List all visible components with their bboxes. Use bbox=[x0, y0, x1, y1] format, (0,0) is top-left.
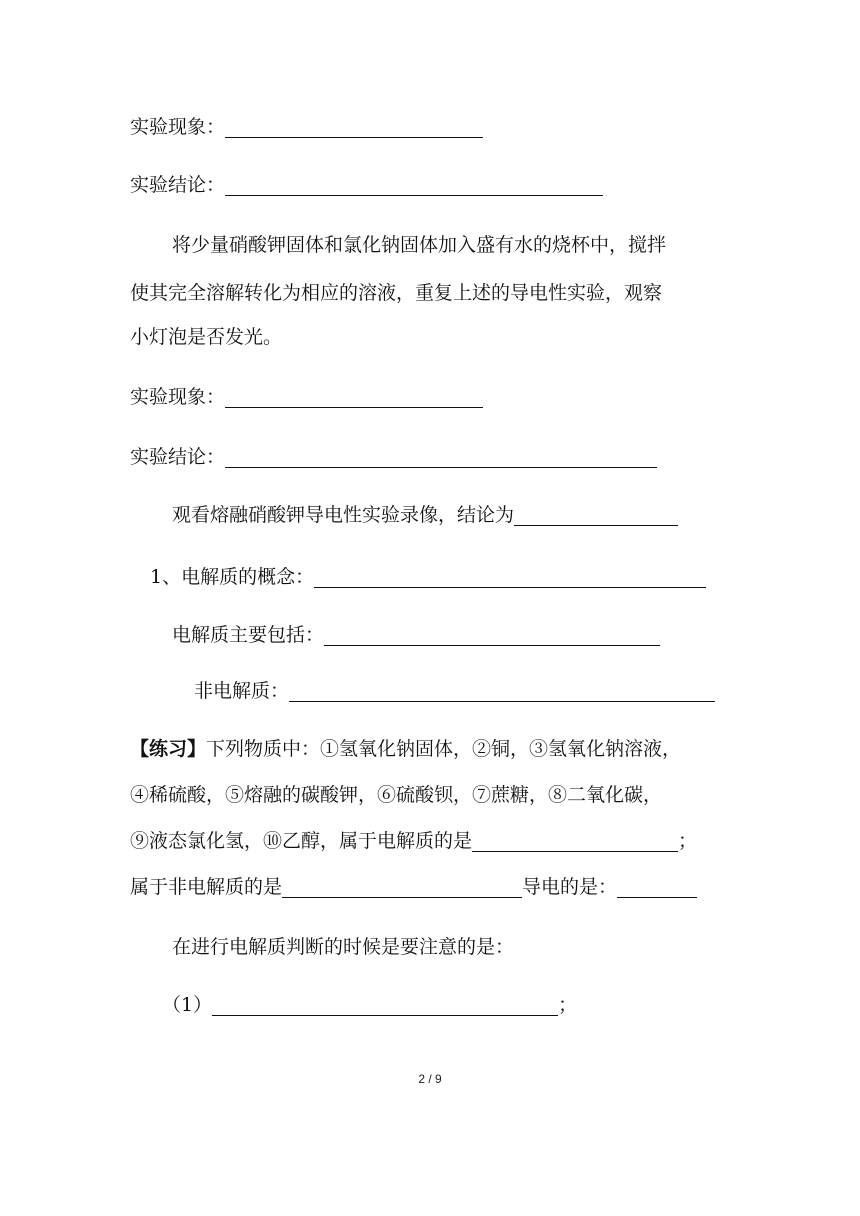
answer-blank[interactable] bbox=[324, 623, 660, 646]
phenomenon-line-1 bbox=[130, 112, 483, 142]
answer-blank[interactable] bbox=[225, 115, 483, 138]
electrolyte-concept-line bbox=[150, 562, 706, 592]
answer-blank[interactable] bbox=[289, 679, 715, 702]
conclusion-line-2 bbox=[130, 442, 657, 472]
paragraph-line-1: 将少量硝酸钾固体和氯化钠固体加入盛有水的烧杯中，搅拌 bbox=[172, 234, 667, 256]
label: 实验结论： bbox=[130, 174, 226, 196]
answer-blank[interactable] bbox=[617, 875, 697, 898]
electrolyte-includes-line bbox=[172, 620, 660, 650]
conclusion-line-1 bbox=[130, 170, 603, 200]
label: 1、电解质的概念： bbox=[150, 566, 315, 588]
answer-blank[interactable] bbox=[212, 993, 558, 1016]
phenomenon-line-2 bbox=[130, 382, 483, 412]
note-item-1: （1） ； bbox=[162, 994, 578, 1016]
label: 实验现象： bbox=[130, 386, 226, 408]
exercise-line-1: 【练习】 下列物质中：①氢氧化钠固体，②铜，③氢氧化钠溶液， bbox=[130, 734, 681, 764]
label: 实验结论： bbox=[130, 446, 226, 468]
label: 实验现象： bbox=[130, 116, 226, 138]
nonelectrolyte-line bbox=[194, 676, 715, 706]
exercise-line-3: ⑨液态氯化氢，⑩乙醇，属于电解质的是 ； bbox=[130, 830, 698, 852]
paragraph-line-2: 使其完全溶解转化为相应的溶液，重复上述的导电性实验，观察 bbox=[130, 282, 663, 304]
exercise-line-4: 属于非电解质的是 导电的是： bbox=[130, 872, 697, 902]
answer-blank[interactable] bbox=[225, 445, 657, 468]
video-conclusion-line bbox=[172, 500, 678, 530]
paragraph-line-3: 小灯泡是否发光。 bbox=[130, 326, 283, 348]
page-number: 2 / 9 bbox=[418, 1072, 442, 1086]
answer-blank[interactable] bbox=[472, 829, 678, 852]
label: 电解质主要包括： bbox=[172, 624, 325, 646]
answer-blank[interactable] bbox=[225, 173, 603, 196]
answer-blank[interactable] bbox=[314, 565, 706, 588]
answer-blank[interactable] bbox=[282, 875, 522, 898]
exercise-line-2: ④稀硫酸，⑤熔融的碳酸钾，⑥硫酸钡，⑦蔗糖，⑧二氧化碳， bbox=[130, 784, 663, 806]
notes-heading-line: 在进行电解质判断的时候是要注意的是： bbox=[172, 936, 515, 958]
answer-blank[interactable] bbox=[225, 385, 483, 408]
label: 非电解质： bbox=[194, 680, 290, 702]
answer-blank[interactable] bbox=[514, 503, 678, 526]
exercise-tag: 【练习】 bbox=[130, 738, 207, 760]
label: 观看熔融硝酸钾导电性实验录像，结论为 bbox=[172, 504, 515, 526]
